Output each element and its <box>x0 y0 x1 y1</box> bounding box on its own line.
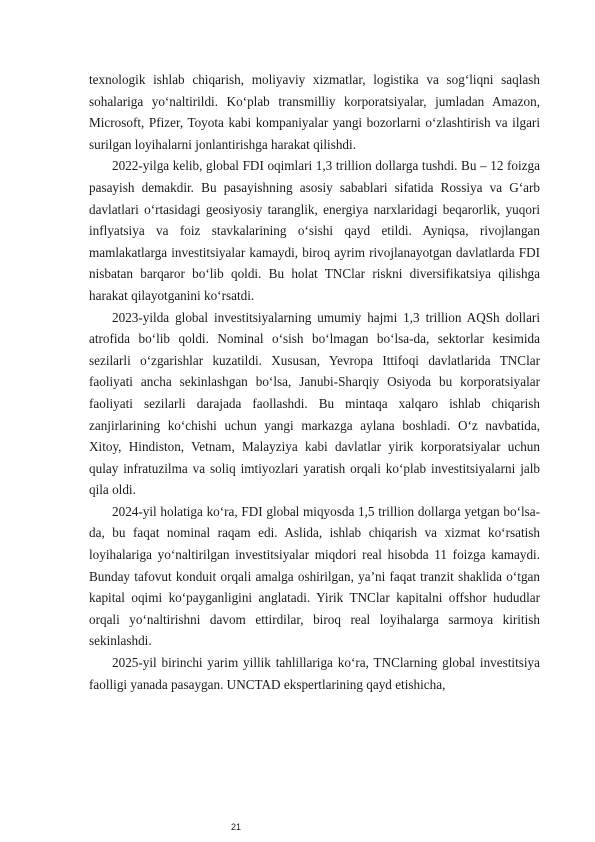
paragraph-2024-fdi: 2024-yil holatiga ko‘ra, FDI global miqyosda 1,5 trillion dollarga yetgan bo‘lsa-da, bu faqat nominal raqam edi. Aslida, ishlab chiqarish va xizmat ko‘rsatish loyihalariga yo‘naltirilgan investitsiyalar miqdori real hisobda 11 foizga kamaydi. Bunday tafovut konduit orqali amalga oshirilgan, ya’ni faqat tranzit shaklida o‘tgan kapital oqimi ko‘payganligini anglatadi. Yirik TNClar kapitalni offshor hududlar orqali yo‘naltirishni davom ettirdilar, biroq real loyihalarga sarmoya kiritish sekinlashdi. <box>89 503 540 649</box>
paragraph-continuation: texnologik ishlab chiqarish, moliyaviy xizmatlar, logistika va sog‘liqni saqlash sohalariga yo‘naltirildi. Ko‘plab transmilliy korporatsiyalar, jumladan Amazon, Microsoft, Pfizer, Toyota kabi kompaniyalar yangi bozorlarni o‘zlashtirish va ilgari surilgan loyihalarni jonlantirishga harakat qilishdi. <box>89 72 540 152</box>
page-number: 21 <box>231 822 242 832</box>
text-body <box>89 69 540 695</box>
paragraph-2025-analysis: 2025-yil birinchi yarim yillik tahlillariga ko‘ra, TNClarning global investitsiya faolligi yanada pasaygan. UNCTAD ekspertlarining qayd etishicha, <box>89 655 540 692</box>
paragraph-2022-fdi: 2022-yilga kelib, global FDI oqimlari 1,3 trillion dollarga tushdi. Bu – 12 foizga pasayish demakdir. Bu pasayishning asosiy sabablari sifatida Rossiya va G‘arb davlatlari o‘rtasidagi geosiyosiy taranglik, energiya narxlaridagi beqarorlik, yuqori inflyatsiya va foiz stavkalarining o‘sishi qayd etildi. Ayniqsa, rivojlangan mamlakatlarga investitsiyalar kamaydi, biroq ayrim rivojlanayotgan davlatlarda FDI nisbatan barqaror bo‘lib qoldi. Bu holat TNClar riskni diversifikatsiya qilishga harakat qilayotganini ko‘rsatdi. <box>89 158 540 303</box>
paragraph-2023-investments: 2023-yilda global investitsiyalarning umumiy hajmi 1,3 trillion AQSh dollari atrofida bo‘lib qoldi. Nominal o‘sish bo‘lmagan bo‘lsa-da, sektorlar kesimida sezilarli o‘zgarishlar kuzatildi. Xususan, Yevropa Ittifoqi davlatlarida TNClar faoliyati ancha sekinlashgan bo‘lsa, Janubi-Sharqiy Osiyoda bu korporatsiyalar faoliyati sezilarli darajada faollashdi. Bu mintaqa xalqaro ishlab chiqarish zanjirlarining ko‘chishi uchun yangi markazga aylana boshladi. O‘z navbatida, Xitoy, Hindiston, Vetnam, Malayziya kabi davlatlar yirik korporatsiyalar uchun qulay infratuzilma va soliq imtiyozlari yaratish orqali ko‘plab investitsiyalarni jalb qila oldi. <box>89 309 540 498</box>
